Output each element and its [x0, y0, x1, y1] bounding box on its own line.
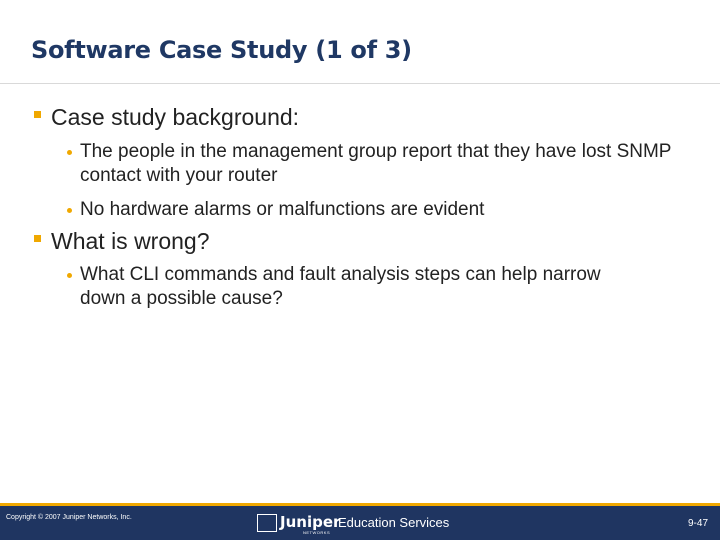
- section-heading-wrong: [34, 227, 210, 255]
- page-number: 9-47: [687, 518, 708, 529]
- copyright-text: Copyright © 2007 Juniper Networks, Inc.: [6, 514, 132, 521]
- section-heading-text: What is wrong?: [51, 228, 210, 254]
- juniper-logo-subtext: NETWORKS: [303, 530, 331, 535]
- round-bullet-icon: [67, 150, 72, 155]
- section-heading-text: Case study background:: [51, 104, 300, 130]
- round-bullet-icon: [67, 208, 72, 213]
- section-heading-background: [34, 103, 299, 131]
- juniper-logo-text: Juniper: [280, 513, 341, 531]
- square-bullet-icon: [34, 111, 41, 118]
- slide-title: Software Case Study (1 of 3): [31, 36, 412, 64]
- bullet-text: The people in the management group report that they have lost SNMP contact with your router: [80, 141, 672, 186]
- education-services-label: Education Services: [338, 515, 450, 530]
- bullet-item: [67, 263, 647, 311]
- square-bullet-icon: [34, 235, 41, 242]
- bullet-text: What CLI commands and fault analysis steps can help narrow down a possible cause?: [80, 264, 601, 309]
- bullet-item: [67, 198, 707, 222]
- title-divider: [0, 83, 720, 84]
- bullet-text: No hardware alarms or malfunctions are evident: [80, 199, 485, 220]
- juniper-logo-icon: [257, 514, 277, 532]
- bullet-item: [67, 140, 707, 188]
- round-bullet-icon: [67, 273, 72, 278]
